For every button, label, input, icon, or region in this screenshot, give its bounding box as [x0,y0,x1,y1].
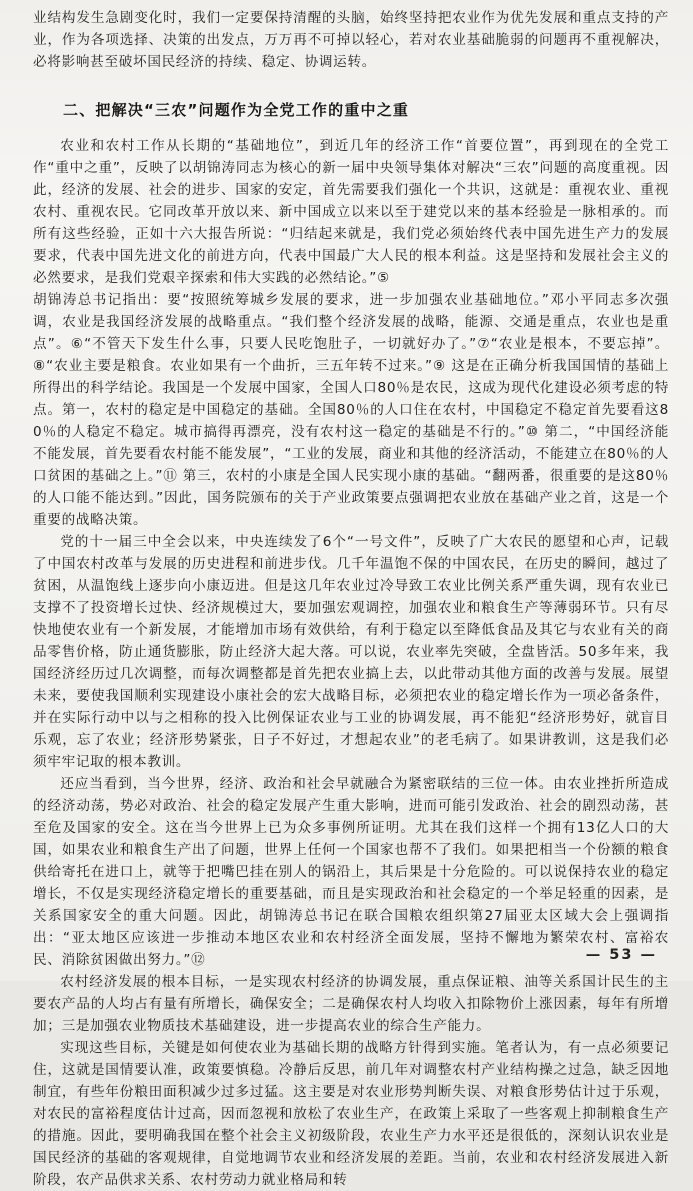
body-paragraph: 胡锦涛总书记指出：要“按照统筹城乡发展的要求，进一步加强农业基础地位。”邓小平同志多次强调，农业是我国经济发展的战略重点。“我们整个经济发展的战略，能源、交通是重点，农业也是重点”。⑥“不管天下发生什么事，只要人民吃饱肚子，一切就好办了。”⑦“农业是根本，不要忘掉”。⑧“农业主要是粮食。农业如果有一个曲折，三五年转不过来。”⑨ 这是在正确分析我国国情的基础上所得出的科学结论。我国是一个发展中国家，全国人口80％是农民，这成为现代化建设必须考虑的特点。第一，农村的稳定是中国稳定的基础。全国80％的人口住在农村，中国稳定不稳定首先要看这80％的人稳定不稳定。城市搞得再漂亮，没有农村这一稳定的基础是不行的。”⑩ 第二，“中国经济能不能发展，首先要看农村能不能发展”，“工业的发展，商业和其他的经济活动，不能建立在80％的人口贫困的基础之上。”⑪ 第三，农村的小康是全国人民实现小康的基础。“翻两番，很重要的是这80％的人口能不能达到。”因此，国务院颁布的关于产业政策要点强调把农业放在基础产业之首，这是一个重要的战略决策。 [33,292,669,528]
body-paragraph: 业结构发生急剧变化时，我们一定要保持清醒的头脑，始终坚持把农业作为优先发展和重点支持的产业，作为各项选择、决策的出发点，万万再不可掉以轻心，若对农业基础脆弱的问题再不重视解决，必将影响甚至破坏国民经济的持续、稳定、协调运转。 [33,10,669,70]
body-paragraph: 还应当看到，当今世界，经济、政治和社会早就融合为紧密联结的三位一体。由农业挫折所造成的经济动荡，势必对政治、社会的稳定发展产生重大影响，进而可能引发政治、社会的剧烈动荡，甚至危及国家的安全。这在当今世界上已为众多事例所证明。尤其在我们这样一个拥有13亿人口的大国，如果农业和粮食生产出了问题，世界上任何一个国家也帮不了我们。如果把相当一个份额的粮食供给寄托在进口上，就等于把嘴巴挂在别人的锅沿上，其后果是十分危险的。可以说保持农业的稳定增长，不仅是实现经济稳定增长的重要基础，而且是实现政治和社会稳定的一个举足轻重的因素，是关系国家安全的重大问题。因此，胡锦涛总书记在联合国粮农组织第27届亚太区域大会上强调指出：“亚太地区应该进一步推动本地区农业和农村经济全面发展，坚持不懈地为繁荣农村、富裕农民、消除贫困做出努力。”⑫ [33,776,669,968]
page-number: — 53 — [585,947,657,963]
body-paragraph: 农业和农村工作从长期的“基础地位”，到近几年的经济工作“首要位置”，再到现在的全党工作“重中之重”，反映了以胡锦涛同志为核心的新一届中央领导集体对解决“三农”问题的高度重视。因此，经济的发展、社会的进步、国家的安定，首先需要我们强化一个共识，这就是：重视农业、重视农村、重视农民。它同改革开放以来、新中国成立以来以至于建党以来的基本经验是一脉相承的。而所有这些经验，正如十六大报告所说：“归结起来就是，我们党必须始终代表中国先进生产力的发展要求，代表中国先进文化的前进方向，代表中国最广大人民的根本利益。这是坚持和发展社会主义的必然要求，是我们党艰辛探索和伟大实践的必然结论。”⑤ [33,138,669,286]
body-paragraph: 党的十一届三中全会以来，中央连续发了6个“一号文件”，反映了广大农民的愿望和心声，记载了中国农村改革与发展的历史进程和前进步伐。几千年温饱不保的中国农民，在历史的瞬间，越过了贫困，从温饱线上逐步向小康迈进。但是这几年农业过冷导致工农业比例关系严重失调，现有农业已支撑不了投资增长过快、经济规模过大，要加强宏观调控，加强农业和粮食生产等薄弱环节。只有尽快地使农业有一个新发展，才能增加市场有效供给，有利于稳定以至降低食品及其它与农业有关的商品零售价格，防止通货膨胀，防止经济大起大落。可以说，农业率先突破，全盘皆活。50多年来，我国经济经历过几次调整，而每次调整都是首先把农业搞上去，以此带动其他方面的改善与发展。展望未来，要使我国顺利实现建设小康社会的宏大战略目标，必须把农业的稳定增长作为一项必备条件，并在实际行动中以与之相称的投入比例保证农业与工业的协调发展，再不能犯“经济形势好，就盲目乐观，忘了农业；经济形势紧张，日子不好过，才想起农业”的老毛病了。如果讲教训，这是我们必须牢牢记取的根本教训。 [33,534,669,770]
body-paragraph: 实现这些目标，关键是如何使农业为基础长期的战略方针得到实施。笔者认为，有一点必须要记住，这就是国情要认准，政策要慎稳。冷静后反思，前几年对调整农村产业结构操之过急，缺乏因地制宜，有些年份粮田面积减少过多过猛。这主要是对农业形势判断失误、对粮食形势估计过于乐观，对农民的富裕程度估计过高，因而忽视和放松了农业生产，在政策上采取了一些客观上抑制粮食生产的措施。因此，要明确我国在整个社会主义初级阶段，农业生产力水平还是很低的，深刻认识农业是国民经济的基础的客观规律，自觉地调节农业和经济发展的差距。当前，农业和农村经济发展进入新阶段，农产品供求关系、农村劳动力就业格局和转 [33,1040,669,1188]
section-heading: 二、把解决“三农”问题作为全党工作的重中之重 [63,101,410,119]
body-paragraph: 农村经济发展的根本目标，一是实现农村经济的协调发展，重点保证粮、油等关系国计民生的主要农产品的人均占有量有所增长，确保安全；二是确保农村人均收入扣除物价上涨因素，每年有所增加；三是加强农业物质技术基础建设，进一步提高农业的综合生产能力。 [33,974,669,1034]
